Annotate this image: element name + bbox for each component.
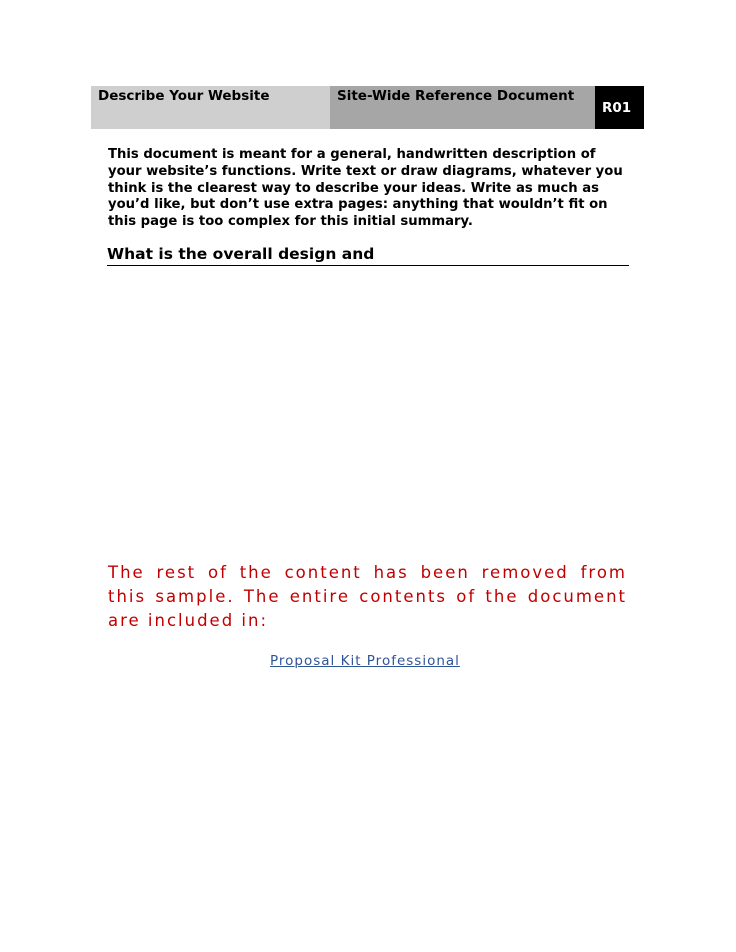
- document-type: Site-Wide Reference Document: [330, 86, 595, 129]
- proposal-kit-link[interactable]: Proposal Kit Professional: [270, 653, 460, 669]
- section-title: Describe Your Website: [91, 86, 330, 129]
- document-code: R01: [595, 86, 644, 129]
- intro-paragraph: This document is meant for a general, handwritten description of your website’s functions. Write text or draw diagrams, whatever you think is the clearest way to describe your ideas. Write as much as you’d like, but don’t use extra pages: anything that wouldn’t fit on this page is too complex for this initial summary.: [108, 147, 623, 230]
- content-removed-notice: The rest of the content has been removed from this sample. The entire contents of the document are included in:: [108, 563, 627, 630]
- question-heading: What is the overall design and: [107, 245, 629, 266]
- document-header: [91, 86, 644, 129]
